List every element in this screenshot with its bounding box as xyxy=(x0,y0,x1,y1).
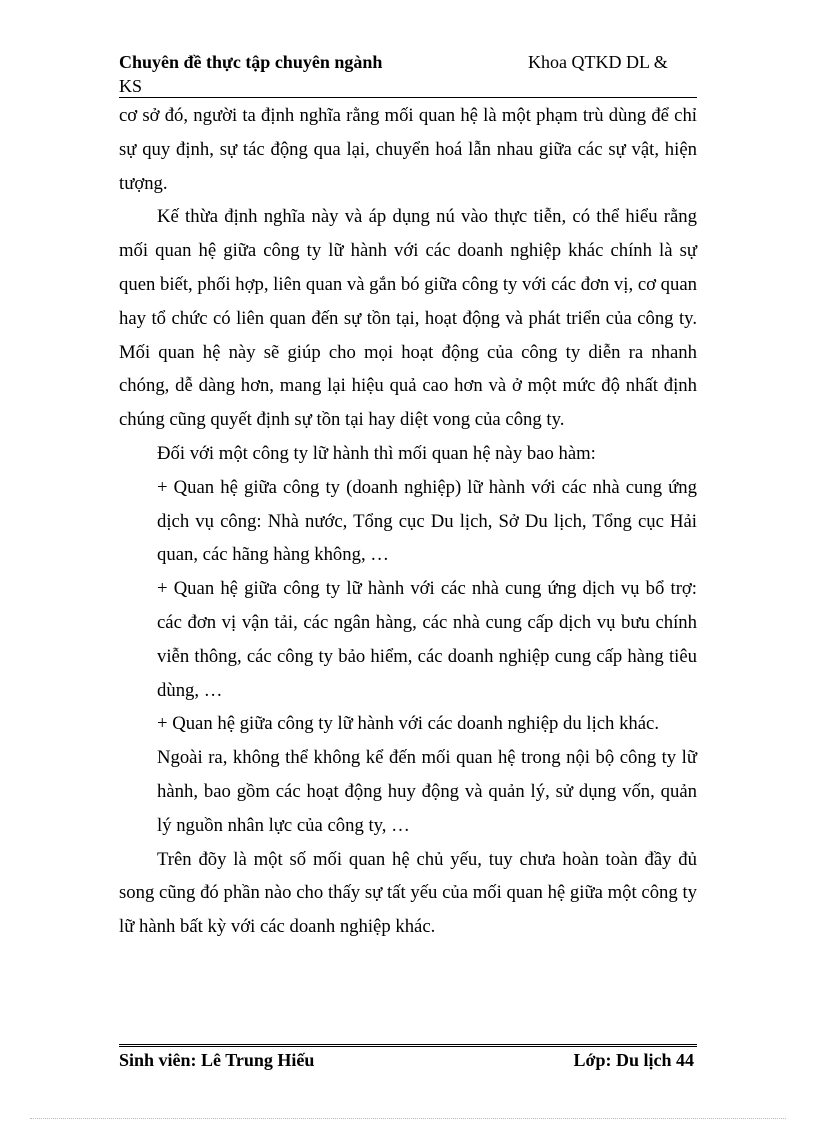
list-item: + Quan hệ giữa công ty (doanh nghiệp) lữ hành với các nhà cung ứng dịch vụ công: Nhà nước, Tổng cục Du lịch, Sở Du lịch, Tổng cục Hải quan, các hãng hàng không, … xyxy=(157,476,697,566)
footer-class: Lớp: Du lịch 44 xyxy=(573,1050,694,1070)
footer-student: Sinh viên: Lê Trung Hiếu xyxy=(119,1050,315,1070)
header-department: Khoa QTKD DL & xyxy=(528,52,668,72)
paragraph: Trên đõy là một số mối quan hệ chủ yếu, tuy chưa hoàn toàn đầy đủ song cũng đó phần nào cho thấy sự tất yếu của mối quan hệ giữa một công ty lữ hành bất kỳ với các doanh nghiệp khác. xyxy=(119,848,697,938)
paragraph: Kế thừa định nghĩa này và áp dụng nú vào thực tiễn, có thể hiểu rằng mối quan hệ giữa công ty lữ hành với các doanh nghiệp khác chính là sự quen biết, phối hợp, liên quan và gắn bó giữa công ty với các đơn vị, cơ quan hay tổ chức có liên quan đến sự tồn tại, hoạt động và phát triển của công ty. Mối quan hệ này sẽ giúp cho mọi hoạt động của công ty diễn ra nhanh chóng, dễ dàng hơn, mang lại hiệu quả cao hơn và ở một mức độ nhất định chúng cũng quyết định sự tồn tại hay diệt vong của công ty. xyxy=(119,206,697,431)
paragraph: cơ sở đó, người ta định nghĩa rằng mối quan hệ là một phạm trù dùng để chỉ sự quy định, sự tác động qua lại, chuyển hoá lẫn nhau giữa các sự vật, hiện tượng. xyxy=(119,105,697,194)
paragraph: Ngoài ra, không thể không kể đến mối quan hệ trong nội bộ công ty lữ hành, bao gồm các hoạt động huy động và quản lý, sử dụng vốn, quản lý nguồn nhân lực của công ty, … xyxy=(157,747,697,836)
list-item: + Quan hệ giữa công ty lữ hành với các doanh nghiệp du lịch khác. xyxy=(157,713,660,735)
page-header xyxy=(119,52,697,96)
header-title: Chuyên đề thực tập chuyên ngành xyxy=(119,52,383,72)
footer-rule xyxy=(119,1044,697,1047)
document-body xyxy=(119,99,697,944)
page-bottom-border xyxy=(30,1118,786,1119)
header-department-continuation: KS xyxy=(119,76,143,96)
header-rule xyxy=(119,97,697,98)
paragraph: Đối với một công ty lữ hành thì mối quan hệ này bao hàm: xyxy=(157,442,596,464)
list-item: + Quan hệ giữa công ty lữ hành với các nhà cung ứng dịch vụ bổ trợ: các đơn vị vận tải, các ngân hàng, các nhà cung cấp dịch vụ bưu chính viễn thông, các công ty bảo hiểm, các doanh nghiệp cung cấp hàng tiêu dùng, … xyxy=(157,578,697,701)
